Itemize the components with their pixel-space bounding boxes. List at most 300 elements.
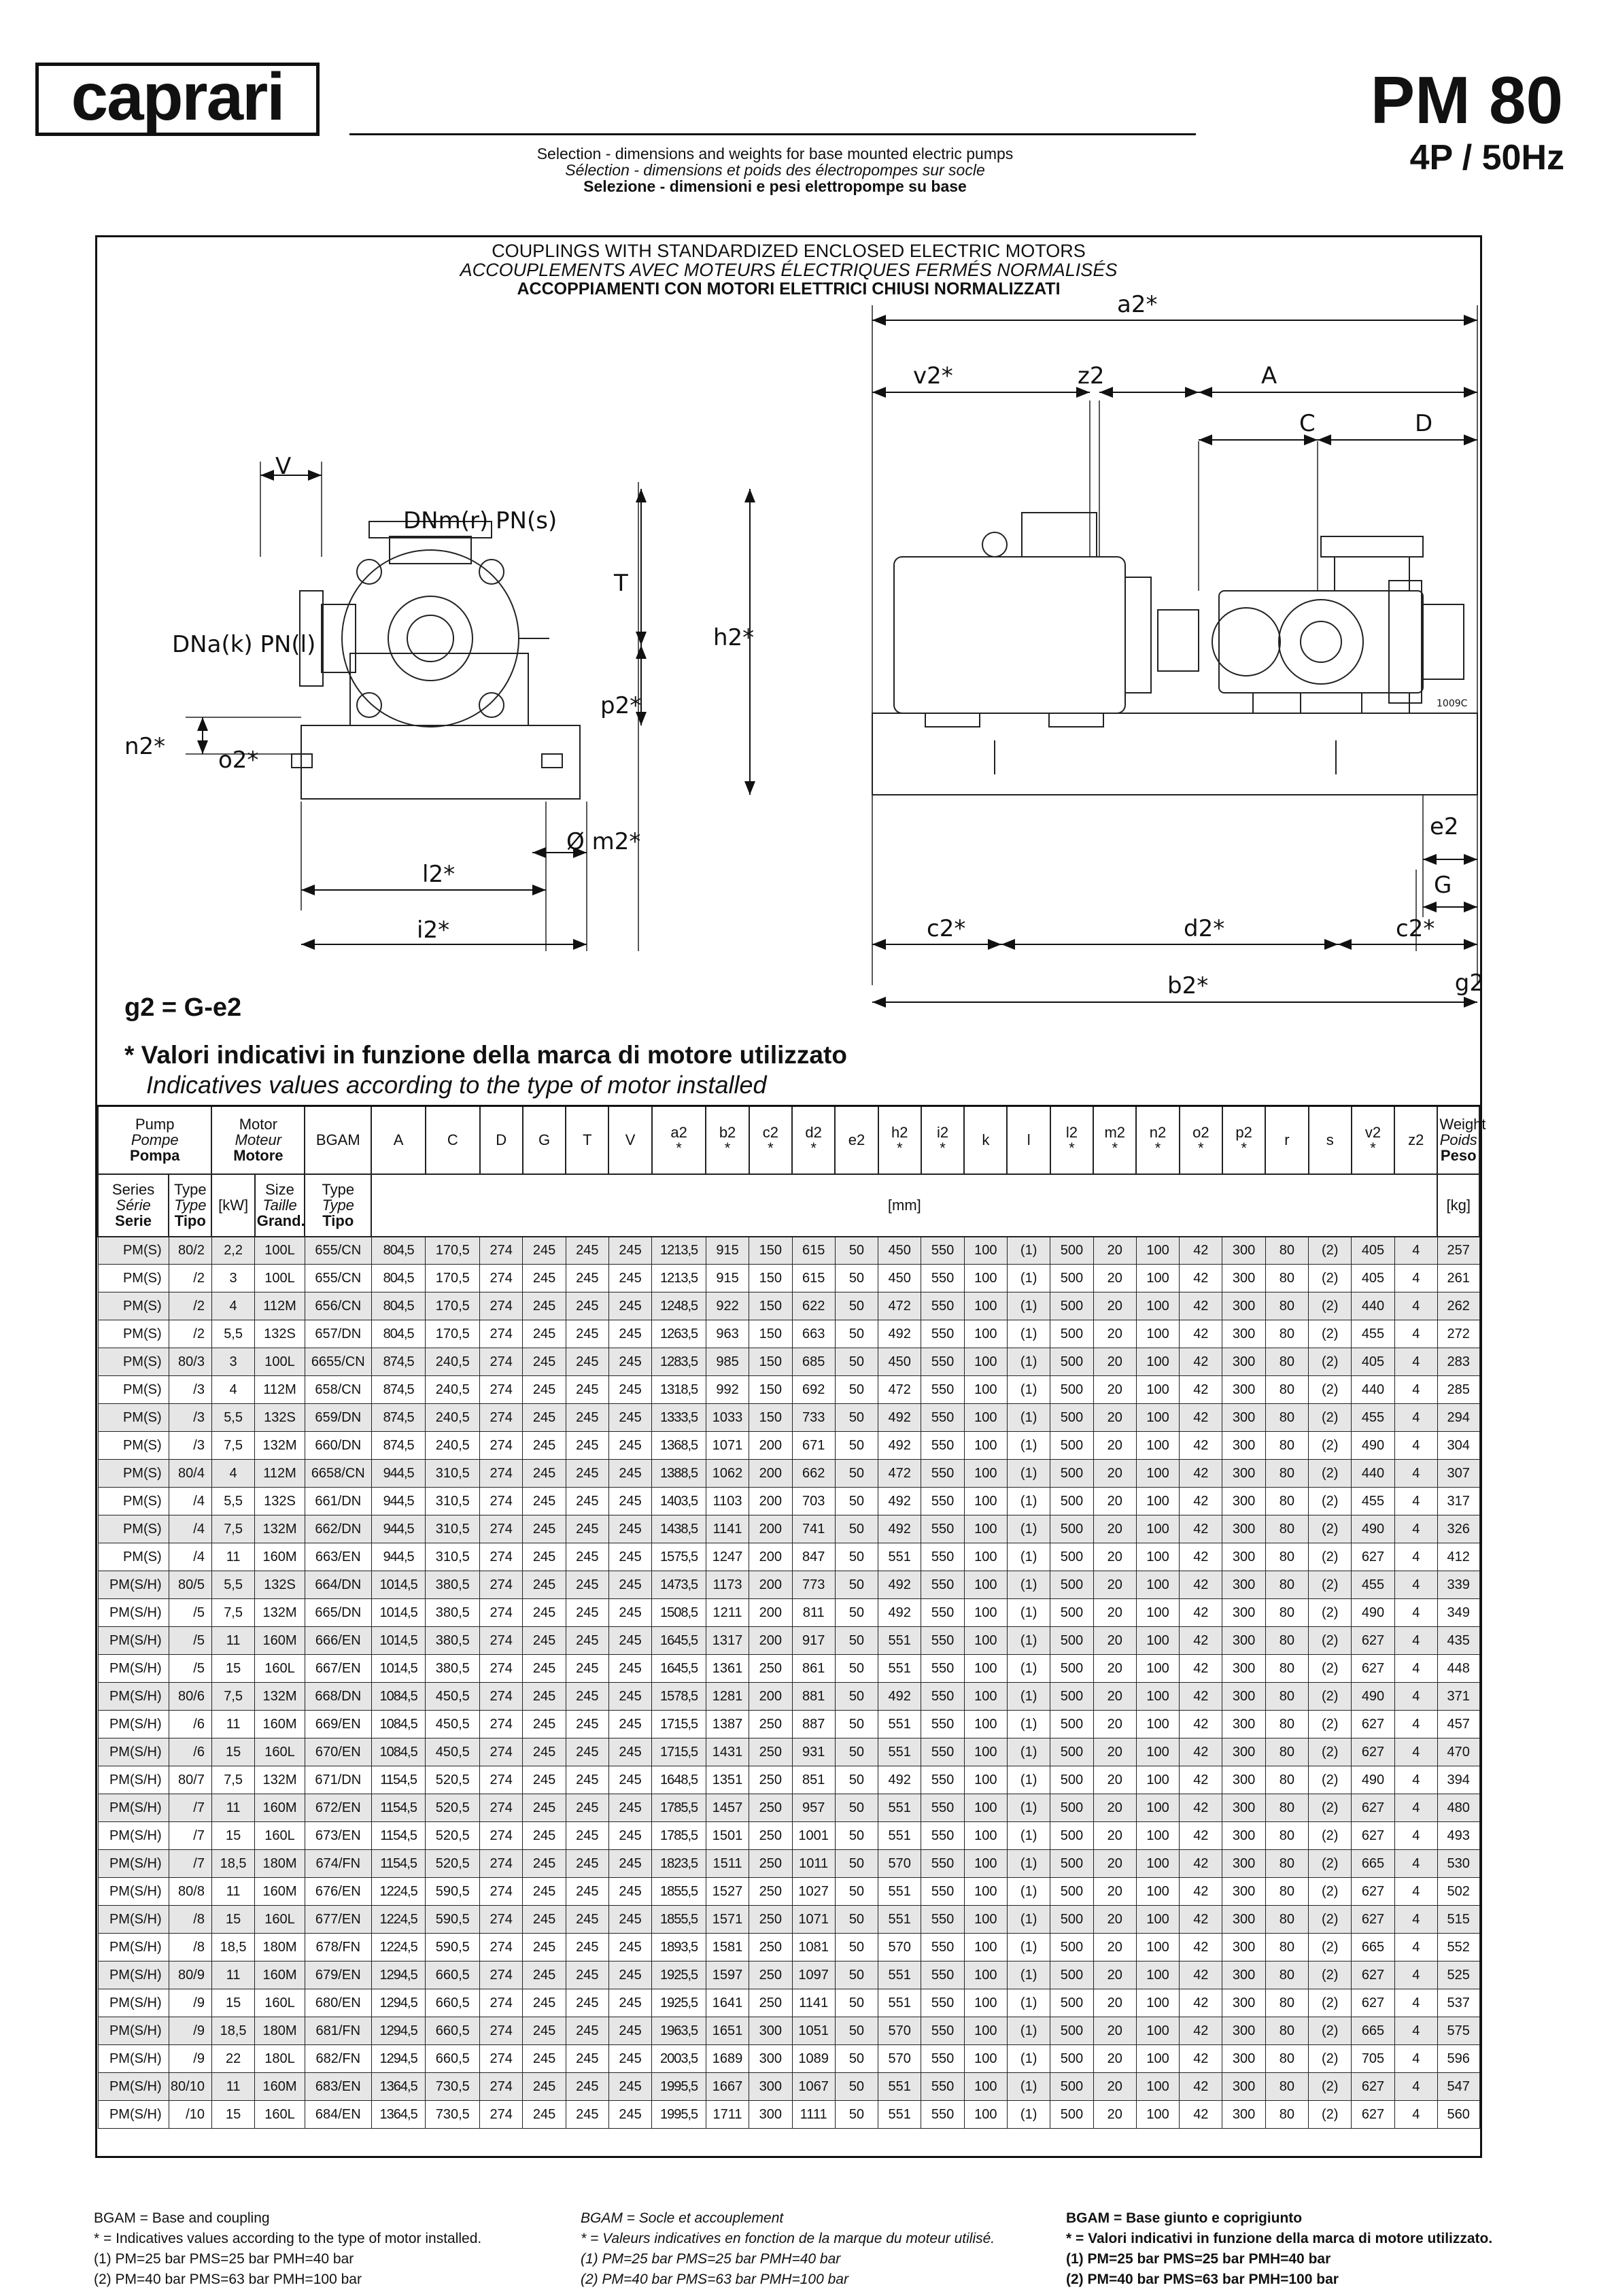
table-cell: 1154,5 [371,1822,426,1850]
table-cell: 874,5 [371,1404,426,1432]
table-cell: 550 [921,1766,964,1794]
table-cell: 170,5 [426,1292,480,1320]
hdr-size [255,1174,305,1237]
hdr-kw [211,1174,254,1237]
table-cell: 245 [566,1488,608,1515]
table-cell: 245 [566,1515,608,1543]
hdr-col [921,1106,964,1174]
table-cell: 570 [878,1934,921,1961]
table-cell: (2) [1309,1543,1352,1571]
table-cell: 20 [1093,1348,1136,1376]
table-cell: (2) [1309,1320,1352,1348]
hdr-weight [1437,1106,1486,1174]
table-cell: 1641 [706,1989,749,2017]
table-cell: 20 [1093,2017,1136,2045]
table-cell: 250 [749,1766,792,1794]
table-cell: 80/4 [169,1460,211,1488]
table-cell: 520,5 [426,1794,480,1822]
table-cell: 274 [480,1460,523,1488]
table-cell: 804,5 [371,1265,426,1292]
table-cell: 240,5 [426,1404,480,1432]
table-cell: 500 [1050,1878,1093,1906]
table-cell: 371 [1437,1683,1479,1711]
table-cell: /2 [169,1320,211,1348]
model-subtitle: 4P / 50Hz [1409,138,1564,177]
table-cell: 100 [1136,2017,1179,2045]
label-d: D [1415,410,1433,437]
table-cell: 50 [835,1265,878,1292]
table-cell: 1014,5 [371,1599,426,1627]
pump-body [1219,591,1423,693]
table-cell: 20 [1093,1822,1136,1850]
table-cell: 100 [1136,1320,1179,1348]
table-cell: 100 [1136,1794,1179,1822]
table-cell: (2) [1309,1627,1352,1655]
table-cell: 245 [566,1292,608,1320]
table-cell: 20 [1093,1766,1136,1794]
hdr-kw-text: [kW] [218,1197,249,1214]
table-cell: 80 [1265,1348,1308,1376]
table-cell: 274 [480,1738,523,1766]
table-cell: 520,5 [426,1850,480,1878]
table-cell: 1318,5 [652,1376,706,1404]
table-cell: 50 [835,1906,878,1934]
table-cell: PM(S) [98,1348,169,1376]
table-cell: 550 [921,1738,964,1766]
table-cell: 550 [921,1432,964,1460]
table-cell: 262 [1437,1292,1479,1320]
table-cell: 20 [1093,1627,1136,1655]
table-cell: (1) [1007,1683,1050,1711]
table-cell: 666/EN [305,1627,371,1655]
table-cell: 274 [480,1627,523,1655]
table-cell: PM(S/H) [98,1878,169,1906]
table-cell: 472 [878,1292,921,1320]
table-cell: 274 [480,1961,523,1989]
table-cell: 4 [1394,2017,1437,2045]
table-cell: 4 [1394,1488,1437,1515]
table-cell: 590,5 [426,1934,480,1961]
table-row [98,1711,1479,1738]
hdr-bgam [305,1106,371,1174]
table-row [98,1543,1479,1571]
table-cell: 200 [749,1599,792,1627]
table-cell: 615 [792,1237,835,1265]
table-cell: 1431 [706,1738,749,1766]
label-a2: a2* [1117,291,1158,318]
label-i2: i2* [417,916,450,944]
front-base-plate [872,713,1477,795]
table-cell: 550 [921,1488,964,1515]
table-cell: 283 [1437,1348,1479,1376]
table-cell: 300 [1222,2073,1265,2101]
table-cell: 804,5 [371,1237,426,1265]
table-cell: 18,5 [211,1934,254,1961]
table-cell: 492 [878,1571,921,1599]
table-cell: 245 [523,1850,566,1878]
table-cell: PM(S) [98,1237,169,1265]
table-cell: 662/DN [305,1515,371,1543]
table-cell: 682/FN [305,2045,371,2073]
table-cell: 4 [1394,2045,1437,2073]
table-cell: 667/EN [305,1655,371,1683]
table-cell: 550 [921,1571,964,1599]
hdr-col [1180,1106,1222,1174]
table-cell: 659/DN [305,1404,371,1432]
table-cell: 500 [1050,1627,1093,1655]
table-cell: 245 [608,1738,651,1766]
table-cell: 537 [1437,1989,1479,2017]
table-row [98,1738,1479,1766]
table-cell: 20 [1093,1488,1136,1515]
table-cell: 500 [1050,2017,1093,2045]
table-cell: 300 [1222,1488,1265,1515]
desc-en: Selection - dimensions and weights for base mounted electric pumps [536,145,1014,162]
table-cell: 851 [792,1766,835,1794]
table-cell: 4 [1394,1822,1437,1850]
table-cell: /4 [169,1488,211,1515]
hdr-col-text: i2 [936,1123,949,1141]
table-cell: 245 [523,1934,566,1961]
table-cell: 671 [792,1432,835,1460]
table-row [98,1850,1479,1878]
hdr-col [1222,1106,1265,1174]
table-cell: 245 [608,1627,651,1655]
table-cell: 1141 [792,1989,835,2017]
table-cell: 773 [792,1571,835,1599]
table-cell: 50 [835,1543,878,1571]
table-cell: 272 [1437,1320,1479,1348]
table-cell: 20 [1093,1237,1136,1265]
hdr-weight-en: Weight [1439,1116,1486,1133]
table-cell: 42 [1180,1850,1222,1878]
table-cell: 20 [1093,1265,1136,1292]
table-cell: 677/EN [305,1906,371,1934]
table-cell: 300 [1222,1376,1265,1404]
table-cell: 596 [1437,2045,1479,2073]
table-cell: (1) [1007,1376,1050,1404]
table-cell: 245 [523,1766,566,1794]
table-cell: 274 [480,1571,523,1599]
table-cell: 500 [1050,1515,1093,1543]
table-cell: 664/DN [305,1571,371,1599]
table-row [98,1348,1479,1376]
table-cell: 274 [480,1320,523,1348]
table-cell: 550 [921,2101,964,2129]
table-cell: 550 [921,1878,964,1906]
table-cell: 274 [480,1237,523,1265]
table-cell: (1) [1007,1711,1050,1738]
table-cell: 915 [706,1237,749,1265]
table-cell: 274 [480,1766,523,1794]
table-cell: /7 [169,1794,211,1822]
table-cell: 550 [921,2017,964,2045]
logo-text: caprari [71,59,284,134]
table-cell: /8 [169,1934,211,1961]
table-cell: 274 [480,1822,523,1850]
table-cell: 42 [1180,1488,1222,1515]
table-cell: 547 [1437,2073,1479,2101]
table-cell: 551 [878,1711,921,1738]
table-cell: (1) [1007,1934,1050,1961]
table-cell: 100 [964,1348,1007,1376]
table-cell: 274 [480,2017,523,2045]
table-cell: 245 [523,1515,566,1543]
hdr-weight-fr: Poids [1439,1131,1477,1149]
table-cell: 655/CN [305,1237,371,1265]
table-cell: 450 [878,1237,921,1265]
table-cell: PM(S/H) [98,1711,169,1738]
table-cell: 20 [1093,1878,1136,1906]
hdr-col [1265,1106,1308,1174]
table-cell: 551 [878,2073,921,2101]
table-row [98,1404,1479,1432]
table-cell: 4 [1394,1599,1437,1627]
table-cell: 100 [1136,2045,1179,2073]
table-cell: 1084,5 [371,1738,426,1766]
table-cell: 80/10 [169,2073,211,2101]
footer-fr-3: (1) PM=25 bar PMS=25 bar PMH=40 bar [581,2251,841,2267]
table-cell: 160L [255,1906,305,1934]
hdr-col [523,1106,566,1174]
hdr-motor-fr: Moteur [235,1131,282,1149]
footer-italian [1066,2208,1492,2290]
table-cell: 80 [1265,1934,1308,1961]
table-cell: (2) [1309,1571,1352,1599]
table-cell: 274 [480,1794,523,1822]
table-cell: 20 [1093,1655,1136,1683]
table-cell: PM(S/H) [98,1794,169,1822]
hdr-motor-it: Motore [233,1147,284,1165]
table-cell: 80 [1265,1488,1308,1515]
table-cell: (1) [1007,2045,1050,2073]
table-cell: (1) [1007,1850,1050,1878]
table-cell: PM(S/H) [98,1683,169,1711]
table-cell: 80 [1265,1599,1308,1627]
table-cell: 1281 [706,1683,749,1711]
table-cell: 310,5 [426,1488,480,1515]
table-cell: 520,5 [426,1822,480,1850]
table-cell: 917 [792,1627,835,1655]
table-cell: 300 [1222,1794,1265,1822]
table-cell: 412 [1437,1543,1479,1571]
table-cell: 274 [480,2101,523,2129]
table-cell: 250 [749,1822,792,1850]
label-e2: e2 [1430,813,1459,840]
table-cell: 100 [1136,2073,1179,2101]
table-cell: 874,5 [371,1348,426,1376]
table-row [98,1237,1479,1265]
table-cell: 80 [1265,1265,1308,1292]
table-cell: 1084,5 [371,1683,426,1711]
table-cell: 245 [608,2073,651,2101]
table-cell: 552 [1437,1934,1479,1961]
table-cell: 551 [878,1878,921,1906]
table-cell: 50 [835,1655,878,1683]
table-cell: 300 [1222,1627,1265,1655]
table-row [98,1961,1479,1989]
hdr-col [1394,1106,1437,1174]
table-cell: (2) [1309,1683,1352,1711]
table-cell: 1154,5 [371,1794,426,1822]
hdr-weight-it: Peso [1440,1147,1477,1165]
table-cell: 1014,5 [371,1627,426,1655]
table-cell: 1071 [792,1906,835,1934]
hdr-col-text: e2 [848,1131,865,1149]
table-cell: 550 [921,1683,964,1711]
table-cell: 550 [921,1292,964,1320]
table-cell: 3 [211,1348,254,1376]
table-cell: 274 [480,2073,523,2101]
hdr-col-text: V [625,1131,636,1149]
hdr-col-text: p2 [1235,1123,1252,1141]
hdr-bgam-text: BGAM [315,1131,360,1149]
table-cell: PM(S) [98,1320,169,1348]
hdr-col [566,1106,608,1174]
table-cell: 380,5 [426,1571,480,1599]
table-cell: 4 [1394,1738,1437,1766]
table-cell: 42 [1180,1460,1222,1488]
table-cell: 500 [1050,1432,1093,1460]
table-cell: 11 [211,1794,254,1822]
table-cell: 42 [1180,1571,1222,1599]
table-row [98,1766,1479,1794]
hdr-col-star: * [724,1139,731,1156]
table-cell: 245 [566,1237,608,1265]
table-cell: (1) [1007,1766,1050,1794]
table-cell: 250 [749,1850,792,1878]
table-cell: 455 [1352,1488,1394,1515]
table-cell: 150 [749,1348,792,1376]
table-cell: 4 [1394,2101,1437,2129]
table-cell: 100 [964,1404,1007,1432]
table-cell: PM(S/H) [98,1822,169,1850]
table-cell: PM(S/H) [98,1961,169,1989]
table-row [98,1627,1479,1655]
table-cell: 42 [1180,1292,1222,1320]
table-cell: 394 [1437,1766,1479,1794]
table-cell: (2) [1309,1265,1352,1292]
table-cell: 50 [835,1432,878,1460]
table-cell: 627 [1352,1989,1394,2017]
table-cell: (1) [1007,1989,1050,2017]
table-cell: 550 [921,1348,964,1376]
table-cell: 100 [964,1543,1007,1571]
table-cell: 551 [878,1989,921,2017]
table-cell: (1) [1007,1906,1050,1934]
table-cell: 944,5 [371,1460,426,1488]
hdr-col [1309,1106,1352,1174]
table-cell: 15 [211,1738,254,1766]
table-cell: 6658/CN [305,1460,371,1488]
table-cell: 42 [1180,1627,1222,1655]
table-cell: (2) [1309,1237,1352,1265]
table-cell: 1154,5 [371,1766,426,1794]
table-cell: (1) [1007,1404,1050,1432]
table-cell: 100 [1136,1683,1179,1711]
table-cell: 50 [835,1292,878,1320]
table-cell: 490 [1352,1515,1394,1543]
table-cell: 570 [878,1850,921,1878]
table-cell: 100 [964,1934,1007,1961]
table-cell: 472 [878,1460,921,1488]
table-cell: 804,5 [371,1320,426,1348]
hdr-col-text: n2 [1149,1123,1167,1141]
table-cell: 500 [1050,1376,1093,1404]
table-cell: 300 [1222,1237,1265,1265]
table-cell: 1351 [706,1766,749,1794]
table-cell: 811 [792,1599,835,1627]
hdr-series [98,1174,169,1237]
table-cell: 551 [878,1961,921,1989]
table-cell: (1) [1007,1794,1050,1822]
table-cell: 80/7 [169,1766,211,1794]
table-cell: 245 [523,1683,566,1711]
table-row [98,1794,1479,1822]
table-cell: 160M [255,1627,305,1655]
table-cell: 2,2 [211,1237,254,1265]
table-cell: (1) [1007,1571,1050,1599]
footer-it-4: (2) PM=40 bar PMS=63 bar PMH=100 bar [1066,2272,1339,2287]
motor-body [894,557,1125,713]
table-cell: 250 [749,1961,792,1989]
table-cell: 692 [792,1376,835,1404]
table-cell: 1084,5 [371,1711,426,1738]
footer-en-2: * = Indicatives values according to the type of motor installed. [94,2231,482,2246]
table-cell: 1111 [792,2101,835,2129]
table-cell: 317 [1437,1488,1479,1515]
hdr-bgam-type-fr: Type [322,1197,354,1214]
note-english: Indicatives values according to the type of motor installed [146,1071,767,1099]
table-cell: 1033 [706,1404,749,1432]
table-cell: 100 [964,1961,1007,1989]
hdr-col-text: A [393,1131,404,1149]
table-cell: 50 [835,2073,878,2101]
table-cell: 470 [1437,1738,1479,1766]
table-cell: 132M [255,1766,305,1794]
table-cell: 80 [1265,1543,1308,1571]
hdr-col-text: C [447,1131,458,1149]
table-cell: 50 [835,1766,878,1794]
table-cell: 455 [1352,1571,1394,1599]
label-n2: n2* [124,733,166,760]
table-cell: (2) [1309,1738,1352,1766]
table-cell: 245 [523,1460,566,1488]
table-cell: 957 [792,1794,835,1822]
table-cell: 100 [964,1850,1007,1878]
table-cell: 678/FN [305,1934,371,1961]
table-cell: 550 [921,1934,964,1961]
table-cell: 847 [792,1543,835,1571]
table-cell: 274 [480,1292,523,1320]
table-cell: 42 [1180,1320,1222,1348]
label-c2-right: c2* [1396,915,1435,942]
table-cell: 665 [1352,2017,1394,2045]
table-cell: 274 [480,1376,523,1404]
table-cell: /10 [169,2101,211,2129]
table-cell: 20 [1093,1320,1136,1348]
table-cell: 50 [835,1599,878,1627]
hdr-bgam-type [305,1174,371,1237]
table-cell: 245 [608,1348,651,1376]
table-cell: 300 [1222,2045,1265,2073]
table-cell: 500 [1050,1599,1093,1627]
model-title: PM 80 [1370,63,1563,137]
table-cell: 245 [566,1850,608,1878]
table-cell: (1) [1007,1627,1050,1655]
table-cell: 300 [1222,1571,1265,1599]
table-cell: 20 [1093,1599,1136,1627]
